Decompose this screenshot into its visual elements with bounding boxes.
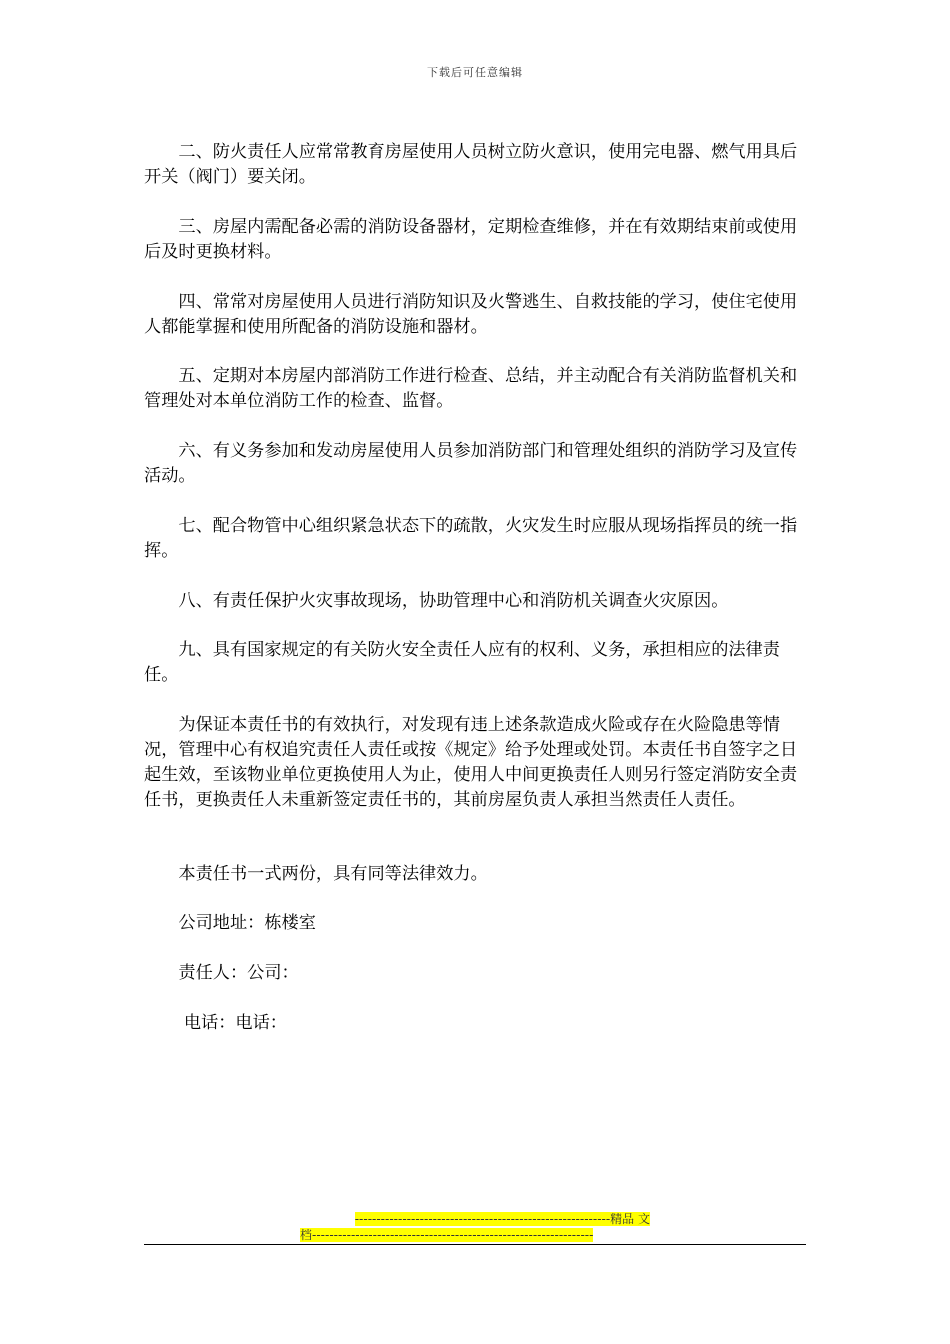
copies-statement: 本责任书一式两份，具有同等法律效力。 — [178, 864, 488, 884]
clause-8: 八、有责任保护火灾事故现场，协助管理中心和消防机关调查火灾原因。 — [178, 591, 729, 611]
clause-4: 四、常常对房屋使用人员进行消防知识及火警逃生、自救技能的学习，使住宅使用人都能掌握和使用所配备的消防设施和器材。 — [144, 292, 798, 337]
clause-7: 七、配合物管中心组织紧急状态下的疏散，火灾发生时应服从现场指挥员的统一指挥。 — [144, 516, 798, 561]
page-header: 下载后可任意编辑 — [427, 66, 523, 79]
responsible-person-line: 责任人：公司： — [178, 963, 299, 983]
enforcement-paragraph: 为保证本责任书的有效执行，对发现有违上述条款造成火险或存在火险隐患等情况，管理中心有权追究责任人责任或按《规定》给予处理或处罚。本责任书自签字之日起生效，至该物业单位更换使用人为止，使用人中间更换责任人则另行签定消防安全责任书，更换责任人未重新签定责任书的，其前房屋负责人承担当然责任人责任。 — [144, 715, 798, 810]
clause-9: 九、具有国家规定的有关防火安全责任人应有的权利、义务，承担相应的法律责任。 — [144, 640, 780, 685]
phone-line: 电话：电话： — [178, 1013, 287, 1033]
footer-rule — [144, 1244, 806, 1245]
clause-5: 五、定期对本房屋内部消防工作进行检查、总结，并主动配合有关消防监督机关和管理处对本单位消防工作的检查、监督。 — [144, 366, 798, 411]
clause-2: 二、防火责任人应常常教育房屋使用人员树立防火意识，使用完电器、燃气用具后开关（阀门）要关闭。 — [144, 142, 798, 187]
clause-3: 三、房屋内需配备必需的消防设备器材，定期检查维修，并在有效期结束前或使用后及时更换材料。 — [144, 217, 798, 262]
clause-6: 六、有义务参加和发动房屋使用人员参加消防部门和管理处组织的消防学习及宣传活动。 — [144, 441, 798, 486]
footer-watermark-line-1: -----------------------------------------------------------精品 文 — [354, 1212, 650, 1226]
footer-watermark-line-2: 档----------------------------------------------------------------- — [300, 1228, 594, 1242]
company-address-line: 公司地址：栋楼室 — [178, 913, 316, 933]
